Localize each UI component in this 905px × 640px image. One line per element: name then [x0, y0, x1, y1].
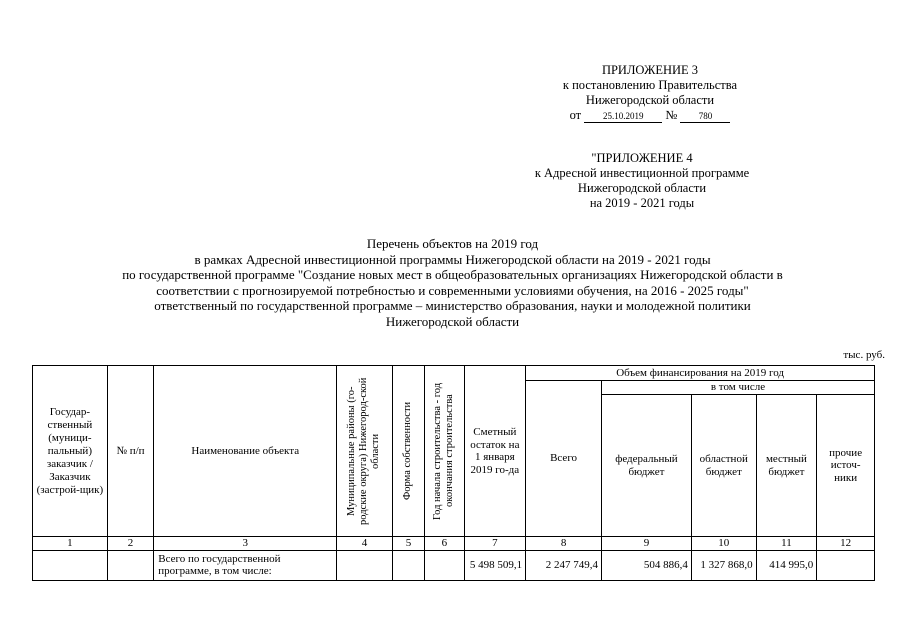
appendix4-line1: к Адресной инвестиционной программе [534, 166, 750, 180]
header-districts [337, 366, 393, 537]
header-including: в том числе [601, 381, 874, 395]
col-num-1: 1 [33, 537, 108, 551]
table-row [33, 550, 875, 580]
col-num-2: 2 [107, 537, 153, 551]
col-num-3: 3 [154, 537, 337, 551]
header-years-text: Год начала строительства - год окончания строительства [432, 382, 456, 520]
cell-customer [33, 550, 108, 580]
cell-num [107, 550, 153, 580]
cell-estimate: 5 498 509,1 [464, 550, 526, 580]
col-num-12: 12 [817, 537, 875, 551]
appendix3-date-line [505, 108, 795, 123]
title-line2: в рамках Адресной инвестиционной программы Нижегородской области на 2019 - 2021 годы [194, 251, 711, 267]
cell-other [817, 550, 875, 580]
title-line5: ответственный по государственной программе – министерство образования, науки и молодежной политики [154, 298, 751, 313]
header-districts-text: Муниципальные районы (го-родские округа) Нижегород-ской области [346, 377, 382, 525]
cell-districts [337, 550, 393, 580]
cell-local: 414 995,0 [756, 550, 817, 580]
decree-number: 780 [680, 111, 730, 123]
title-line6: Нижегородской области [385, 313, 520, 329]
appendix3-line1: к постановлению Правительства [562, 78, 738, 92]
appendix3-block [505, 63, 795, 123]
decree-date: 25.10.2019 [584, 111, 662, 123]
col-num-10: 10 [691, 537, 756, 551]
col-num-11: 11 [756, 537, 817, 551]
header-total: Всего [526, 381, 602, 537]
header-local: местный бюджет [756, 395, 817, 537]
header-object-name: Наименование объекта [154, 366, 337, 537]
cell-ownership [392, 550, 424, 580]
col-num-7: 7 [464, 537, 526, 551]
cell-regional: 1 327 868,0 [691, 550, 756, 580]
header-num: № п/п [107, 366, 153, 537]
document-title [30, 236, 875, 329]
header-estimate: Сметный остаток на 1 января 2019 го-да [464, 366, 526, 537]
title-line1: Перечень объектов на 2019 год [366, 236, 539, 251]
appendix3-line2: Нижегородской области [585, 93, 715, 107]
header-regional: областной бюджет [691, 395, 756, 537]
header-years [425, 366, 464, 537]
header-financing: Объем финансирования на 2019 год [526, 366, 875, 381]
header-ownership [392, 366, 424, 537]
appendix4-block [497, 151, 787, 211]
header-ownership-text: Форма собственности [402, 401, 414, 501]
units-label: тыс. руб. [843, 349, 885, 361]
appendix3-title: ПРИЛОЖЕНИЕ 3 [601, 63, 699, 77]
col-num-6: 6 [425, 537, 464, 551]
header-federal: федеральный бюджет [601, 395, 691, 537]
appendix4-title: "ПРИЛОЖЕНИЕ 4 [591, 151, 693, 165]
appendix4-line2: Нижегородской области [577, 181, 707, 195]
col-num-4: 4 [337, 537, 393, 551]
number-label: № [665, 108, 678, 122]
col-num-9: 9 [601, 537, 691, 551]
column-numbers-row [33, 537, 875, 551]
cell-object-name: Всего по государственной программе, в том числе: [154, 550, 337, 580]
col-num-5: 5 [392, 537, 424, 551]
cell-years [425, 550, 464, 580]
header-customer: Государ-ственный (муници-пальный) заказчик / Заказчик (застрой-щик) [33, 366, 108, 537]
appendix4-line3: на 2019 - 2021 годы [589, 196, 695, 210]
title-line4: соответствии с прогнозируемой потребностью и современными условиями обучения, на 2016 - 2025 годы" [156, 282, 749, 298]
col-num-8: 8 [526, 537, 602, 551]
cell-total: 2 247 749,4 [526, 550, 602, 580]
financing-table [32, 365, 875, 581]
header-other: прочие источ-ники [817, 395, 875, 537]
title-line3: по государственной программе "Создание новых мест в общеобразовательных организациях Нижегородской области в [122, 267, 783, 282]
from-label: от [569, 108, 582, 122]
cell-federal: 504 886,4 [601, 550, 691, 580]
